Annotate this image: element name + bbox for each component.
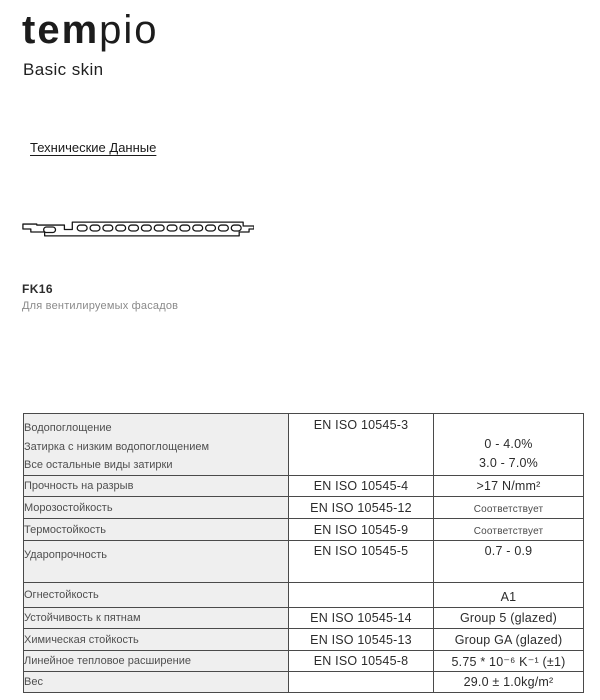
product-description: Для вентилируемых фасадов	[22, 300, 179, 312]
standard-cell	[289, 583, 434, 608]
spec-value-line: 3.0 - 7.0%	[479, 455, 538, 470]
spec-label-cell: Химическая стойкость	[24, 629, 289, 651]
table-row	[24, 414, 584, 476]
panel-slot	[141, 225, 151, 231]
table-row	[24, 629, 584, 651]
standard-cell: EN ISO 10545-4	[289, 476, 434, 497]
spec-value: Соответствует	[473, 503, 544, 515]
spec-label-line: Затирка с низким водопоглощением	[24, 440, 210, 453]
panel-slot	[103, 225, 113, 231]
standard-cell	[289, 672, 434, 693]
spec-label-line: Водопоглощение	[24, 422, 112, 434]
panel-slot	[180, 225, 190, 231]
value-cell: Group 5 (glazed)	[434, 608, 584, 629]
panel-slot	[44, 227, 56, 232]
value-cell: A1	[434, 583, 584, 608]
table-row	[24, 608, 584, 629]
table-row	[24, 672, 584, 693]
spec-value: Соответствует	[473, 525, 544, 537]
value-cell	[434, 519, 584, 541]
standard-cell: EN ISO 10545-14	[289, 608, 434, 629]
brand-logo-light-segment: pio	[99, 8, 159, 52]
spec-label-line: Все остальные виды затирки	[24, 459, 173, 471]
standard-cell: EN ISO 10545-9	[289, 519, 434, 541]
technical-data-link[interactable]: Технические Данные	[30, 140, 157, 155]
panel-slot	[167, 225, 177, 231]
spec-label-cell: Прочность на разрыв	[24, 476, 289, 497]
table-row	[24, 476, 584, 497]
value-cell: Group GA (glazed)	[434, 629, 584, 651]
panel-slot	[90, 225, 100, 231]
spec-label-cell	[24, 414, 289, 476]
spec-label-cell: Линейное тепловое расширение	[24, 651, 289, 672]
value-cell: 5.75 * 10⁻⁶ K⁻¹ (±1)	[434, 651, 584, 672]
product-line-subtitle: Basic skin	[23, 60, 104, 79]
spec-label-cell: Устойчивость к пятнам	[24, 608, 289, 629]
panel-slot	[218, 225, 228, 231]
panel-slot	[129, 225, 139, 231]
panel-slot	[193, 225, 203, 231]
spec-label-cell: Морозостойкость	[24, 497, 289, 519]
table-row	[24, 519, 584, 541]
panel-slot	[116, 225, 126, 231]
table-row	[24, 583, 584, 608]
value-cell: >17 N/mm²	[434, 476, 584, 497]
value-cell: 0.7 - 0.9	[434, 541, 584, 583]
panel-profile-drawing	[17, 212, 254, 251]
table-row	[24, 497, 584, 519]
spec-label-cell: Термостойкость	[24, 519, 289, 541]
spec-label-cell: Вес	[24, 672, 289, 693]
spec-value-line: 0 - 4.0%	[484, 437, 533, 451]
product-code: FK16	[22, 282, 53, 296]
panel-slot	[206, 225, 216, 231]
table-row	[24, 541, 584, 583]
standard-cell: EN ISO 10545-8	[289, 651, 434, 672]
standard-cell: EN ISO 10545-5	[289, 541, 434, 583]
panel-slot	[77, 225, 87, 231]
spec-label-cell: Ударопрочность	[24, 541, 289, 583]
technical-specs-table	[23, 413, 584, 693]
value-cell: 29.0 ± 1.0kg/m²	[434, 672, 584, 693]
panel-slot	[231, 225, 241, 231]
panel-slot	[154, 225, 164, 231]
standard-cell: EN ISO 10545-3	[289, 414, 434, 476]
spec-label-cell: Огнестойкость	[24, 583, 289, 608]
brand-logo	[22, 8, 159, 52]
standard-cell: EN ISO 10545-12	[289, 497, 434, 519]
value-cell	[434, 497, 584, 519]
standard-cell: EN ISO 10545-13	[289, 629, 434, 651]
table-row	[24, 651, 584, 672]
brand-logo-bold-segment: tem	[22, 8, 100, 52]
value-cell	[434, 414, 584, 476]
